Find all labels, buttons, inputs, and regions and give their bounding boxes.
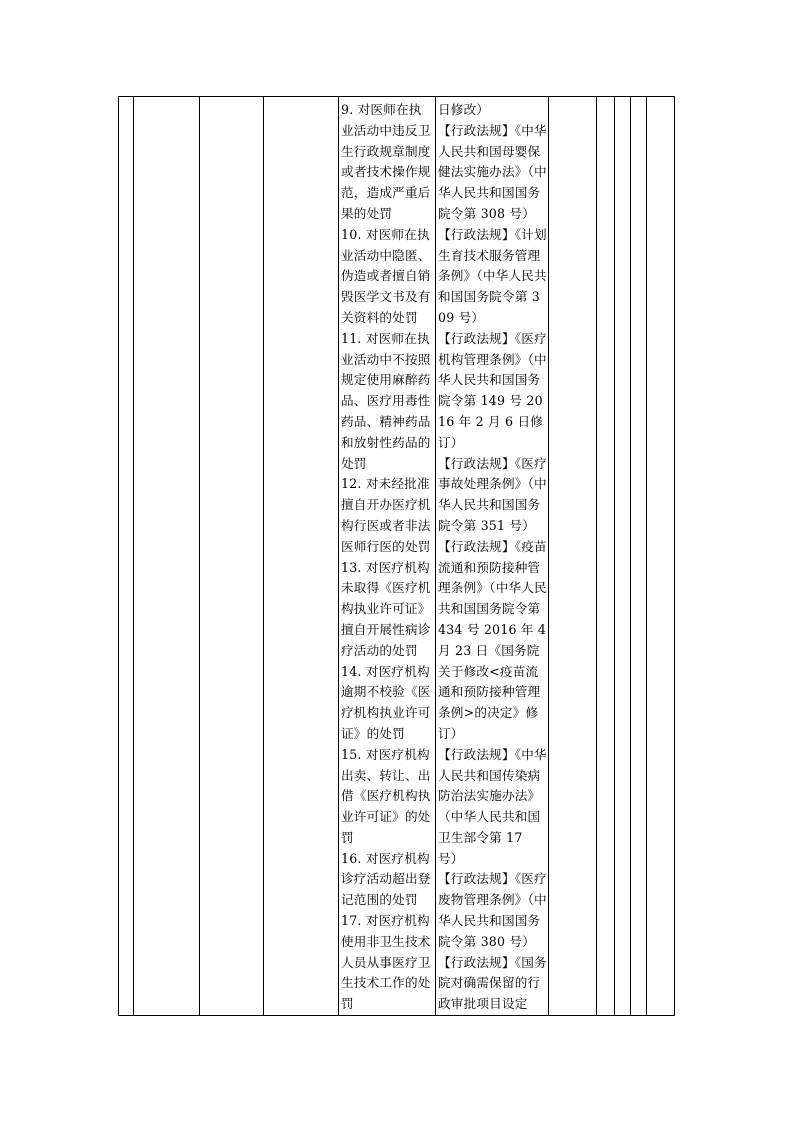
empty-cell-9: [615, 97, 631, 1016]
empty-cell-3: [200, 97, 264, 1016]
empty-cell-1: [119, 97, 134, 1016]
legal-basis-cell: [436, 97, 549, 1016]
empty-cell-11: [647, 97, 675, 1016]
penalty-matters-text: 9. 对医师在执业活动中违反卫生行政规章制度或者技术操作规范，造成严重后果的处罚 10. 对医师在执业活动中隐匿、伪造或者擅自销毁医学文书及有关资料的处罚 11. 对医师在执业活动中不按照规定使用麻醉药品、医疗用毒性药品、精神药品和放射性药品的处罚 12. 对未经批准擅自开办医疗机构行医或者非法医师行医的处罚 13. 对医疗机构未取得《医疗机构执业许可证》擅自开展性病诊疗活动的处罚 14. 对医疗机构逾期不校验《医疗机构执业许可证》的处罚 15. 对医疗机构出卖、转让、出借《医疗机构执业许可证》的处罚 16. 对医疗机构诊疗活动超出登记范围的处罚 17. 对医疗机构使用非卫生技术人员从事医疗卫生技术工作的处罚: [341, 102, 431, 1012]
empty-cell-8: [597, 97, 615, 1016]
penalty-items-table: [118, 96, 675, 1016]
empty-cell-7: [549, 97, 597, 1016]
empty-cell-2: [134, 97, 200, 1016]
empty-cell-10: [631, 97, 647, 1016]
table-row: [119, 97, 675, 1016]
penalty-matters-cell: [339, 97, 436, 1016]
empty-cell-4: [264, 97, 339, 1016]
legal-basis-text: 日修改） 【行政法规】《中华人民共和国母婴保健法实施办法》（中华人民共和国国务院令第 308 号） 【行政法规】《计划生育技术服务管理条例》（中华人民共和国国务院令第 309 号） 【行政法规】《医疗机构管理条例》（中华人民共和国国务院令第 149 号 2016 年 2 月 6 日修订） 【行政法规】《医疗事故处理条例》（中华人民共和国国务院令第 351 号） 【行政法规】《疫苗流通和预防接种管理条例》（中华人民共和国国务院令第 434 号 2016 年 4 月 23 日《国务院关于修改<疫苗流通和预防接种管理条例>的决定》修订） 【行政法规】《中华人民共和国传染病防治法实施办法》（中华人民共和国卫生部令第 17 号） 【行政法规】《医疗废物管理条例》（中华人民共和国国务院令第 380 号） 【行政法规】《国务院对确需保留的行政审批项目设定: [438, 102, 547, 1012]
